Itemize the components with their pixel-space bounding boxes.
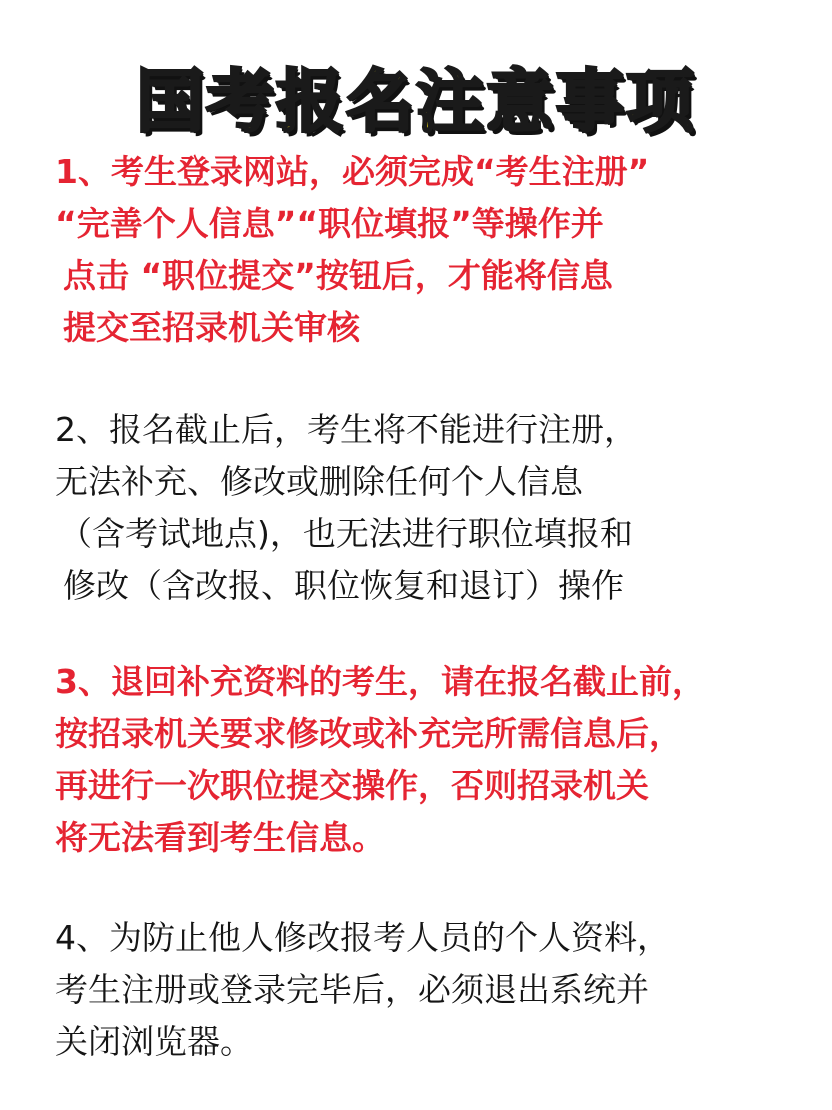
note-line: “完善个人信息”“职位填报”等操作并	[55, 204, 604, 243]
note-line: 再进行一次职位提交操作，否则招录机关	[55, 766, 649, 805]
note-line: 将无法看到考生信息。	[55, 818, 385, 857]
note-line: 考生注册或登录完毕后，必须退出系统并	[55, 970, 649, 1009]
note-line: 点击 “职位提交”按钮后，才能将信息	[63, 256, 613, 295]
note-line: 无法补充、修改或删除任何个人信息	[55, 462, 583, 501]
page-title: 国考报名注意事项	[135, 62, 696, 142]
note-line: 关闭浏览器。	[55, 1022, 253, 1061]
note-line: 2、报名截止后，考生将不能进行注册，	[55, 410, 637, 449]
note-1	[55, 146, 649, 354]
note-line: 3、退回补充资料的考生，请在报名截止前，	[55, 662, 705, 701]
note-3	[55, 656, 705, 864]
note-line: 4、为防止他人修改报考人员的个人资料，	[55, 918, 670, 957]
note-line: 提交至招录机关审核	[63, 308, 360, 347]
note-4	[55, 912, 670, 1068]
note-line: 1、考生登录网站，必须完成“考生注册”	[55, 152, 650, 191]
note-line: 修改（含改报、职位恢复和退订）操作	[63, 566, 624, 605]
note-2	[55, 404, 637, 612]
note-line: 按招录机关要求修改或补充完所需信息后，	[55, 714, 682, 753]
note-line: （含考试地点)，也无法进行职位填报和	[59, 514, 633, 553]
